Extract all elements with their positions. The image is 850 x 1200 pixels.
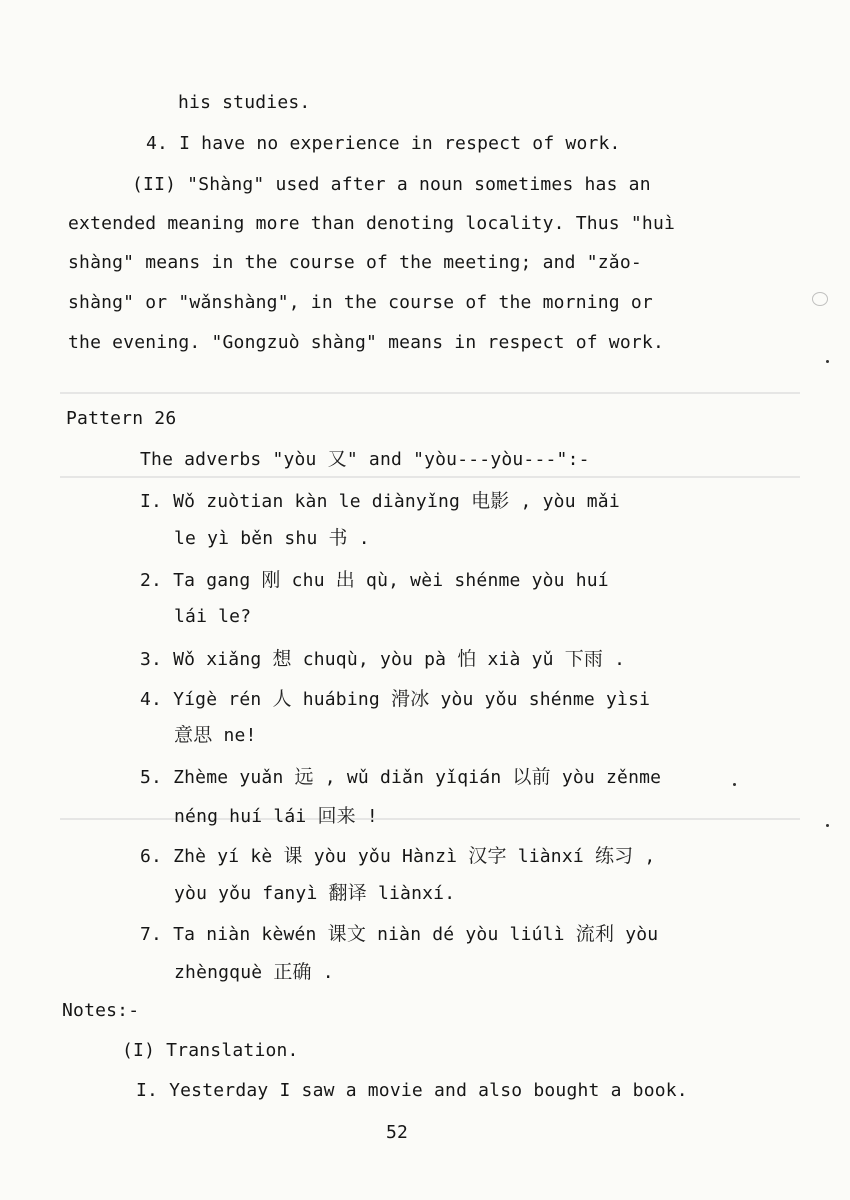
- text-line: (I) Translation.: [122, 1040, 299, 1061]
- ink-blot: [812, 292, 828, 306]
- handwritten-chinese: 汉字: [468, 845, 507, 867]
- handwritten-chinese: 正确: [273, 961, 312, 983]
- example-sentence: 5. Zhème yuǎn 远 , wǔ diǎn yǐqián 以前 yòu zěnme: [140, 766, 662, 788]
- ink-speck: [733, 783, 736, 786]
- text-line: 4. I have no experience in respect of work.: [146, 133, 621, 154]
- example-sentence: 3. Wǒ xiǎng 想 chuqù, yòu pà 怕 xià yǔ 下雨 .: [140, 648, 626, 670]
- example-sentence: 4. Yígè rén 人 huábing 滑冰 yòu yǒu shénme yìsi: [140, 688, 651, 710]
- section-heading: Pattern 26: [66, 408, 177, 429]
- text-line: extended meaning more than denoting locality. Thus "huì: [68, 213, 676, 234]
- handwritten-chinese: 想: [272, 648, 292, 670]
- text-line: 意思 ne!: [174, 724, 257, 746]
- handwritten-chinese: 以前: [512, 766, 551, 788]
- handwritten-chinese: 课: [283, 845, 303, 867]
- text-line: le yì běn shu 书 .: [174, 527, 370, 549]
- text-line: lái le?: [174, 606, 252, 627]
- text-line: The adverbs "yòu 又" and "yòu---yòu---":-: [140, 448, 590, 470]
- text-line: his studies.: [178, 92, 311, 113]
- handwritten-chinese: 练习: [594, 845, 634, 867]
- handwritten-chinese: 流利: [575, 923, 615, 945]
- ink-speck: [826, 824, 829, 827]
- text-line: shàng" or "wǎnshàng", in the course of the morning or: [68, 292, 653, 313]
- example-sentence: I. Wǒ zuòtian kàn le diànyǐng 电影 , yòu mǎi: [140, 490, 620, 512]
- example-sentence: 6. Zhè yí kè 课 yòu yǒu Hànzì 汉字 liànxí 练习 ,: [140, 845, 656, 867]
- handwritten-chinese: 怕: [457, 648, 477, 670]
- bleed-through-line: [60, 392, 800, 394]
- handwritten-chinese: 刚: [261, 569, 281, 591]
- handwritten-chinese: 下雨: [564, 648, 604, 670]
- bleed-through-line: [60, 818, 800, 820]
- handwritten-chinese: 回来: [317, 805, 356, 827]
- handwritten-chinese: 翻译: [328, 882, 367, 904]
- example-sentence: 7. Ta niàn kèwén 课文 niàn dé yòu liúlì 流利 yòu: [140, 923, 659, 945]
- handwritten-chinese: 意思: [174, 724, 213, 746]
- handwritten-chinese: 出: [335, 569, 355, 591]
- example-sentence: 2. Ta gang 刚 chu 出 qù, wèi shénme yòu huí: [140, 569, 609, 591]
- handwritten-chinese: 远: [294, 766, 314, 788]
- text-line: I. Yesterday I saw a movie and also bought a book.: [136, 1080, 688, 1101]
- handwritten-chinese: 又: [327, 448, 347, 470]
- handwritten-chinese: 滑冰: [391, 688, 430, 710]
- page-number: 52: [386, 1122, 409, 1143]
- notes-heading: Notes:-: [62, 1000, 140, 1021]
- text-line: (II) "Shàng" used after a noun sometimes has an: [132, 174, 651, 195]
- handwritten-chinese: 课文: [327, 923, 367, 945]
- handwritten-chinese: 人: [272, 688, 292, 710]
- bleed-through-line: [60, 476, 800, 478]
- text-line: néng huí lái 回来 !: [174, 805, 378, 827]
- text-line: zhèngquè 正确 .: [174, 961, 334, 983]
- ink-speck: [826, 360, 829, 363]
- text-line: yòu yǒu fanyì 翻译 liànxí.: [174, 882, 456, 904]
- handwritten-chinese: 电影: [471, 490, 510, 512]
- text-line: the evening. "Gongzuò shàng" means in respect of work.: [68, 332, 664, 353]
- text-line: shàng" means in the course of the meeting; and "zǎo-: [68, 252, 642, 273]
- handwritten-chinese: 书: [328, 527, 348, 549]
